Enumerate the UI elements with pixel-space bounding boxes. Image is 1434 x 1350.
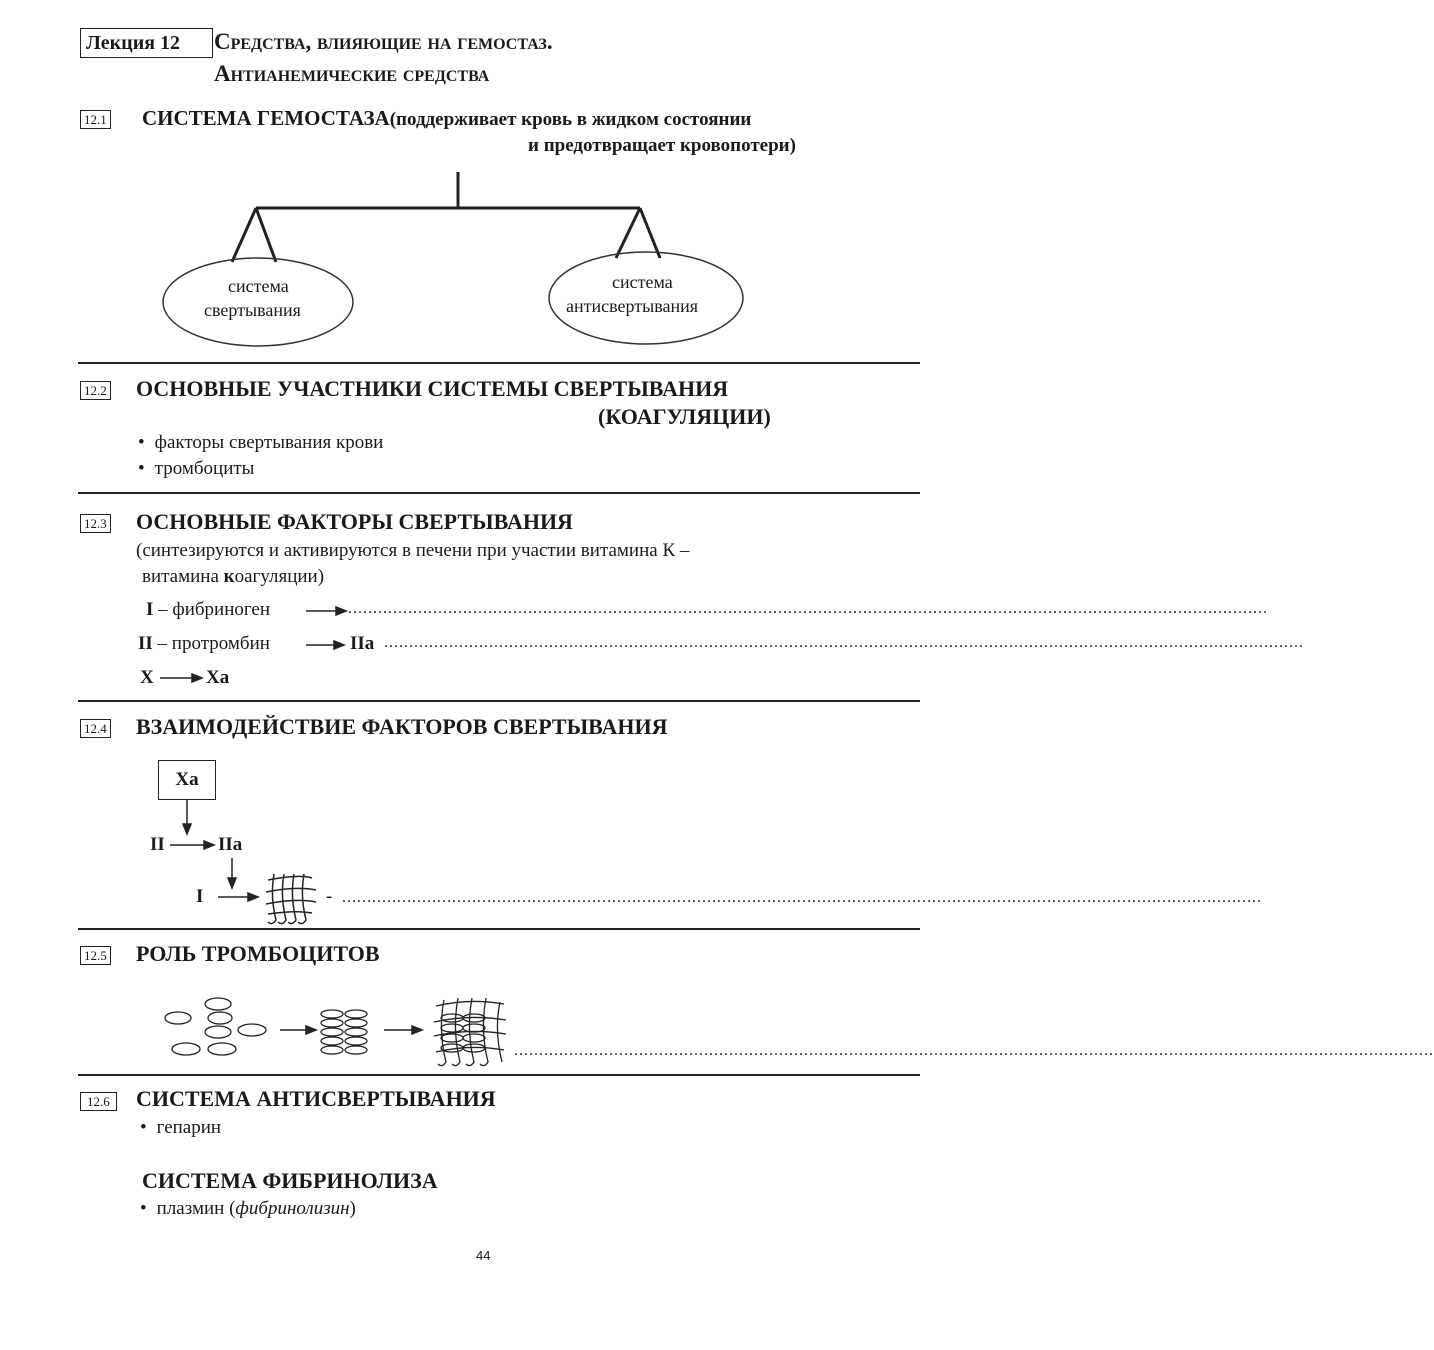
section-number-12-3: 12.3 xyxy=(80,514,111,533)
factor-active-iia: IIa xyxy=(350,633,375,654)
factor-name: – протромбин xyxy=(152,633,270,654)
note2-post: оагуляции) xyxy=(234,566,325,587)
factor-numeral: I xyxy=(146,599,154,620)
xa-box: Xa xyxy=(158,760,216,800)
section-divider xyxy=(78,492,920,494)
section-number-12-6: 12.6 xyxy=(80,1092,117,1111)
lecture-label: Лекция 12 xyxy=(80,28,213,58)
anticoagulant-label: гепарин xyxy=(156,1117,222,1138)
anticoagulation-label-line2: антисвертывания xyxy=(566,296,699,316)
cascade-arrows xyxy=(170,800,258,901)
section-divider xyxy=(78,1074,920,1076)
note2-pre: витамина xyxy=(142,566,224,587)
fill-in-line: ........................................................................................................................................................................................ xyxy=(384,634,1304,651)
section-divider xyxy=(78,362,920,364)
hemostasis-sub2: и предотвращает кровопотери) xyxy=(528,135,796,156)
note2-bold: к xyxy=(223,566,235,587)
fibrinolysis-item xyxy=(140,1198,356,1220)
factor-numeral: II xyxy=(138,633,153,654)
cascade-iia: IIa xyxy=(218,834,243,855)
section-title-12-5: РОЛЬ ТРОМБОЦИТОВ xyxy=(136,941,380,966)
lecture-title-line2: Антианемические средства xyxy=(214,61,490,86)
anticoagulation-label-line1: система xyxy=(612,272,673,292)
section-number-12-2: 12.2 xyxy=(80,381,111,400)
factor-xa: Xa xyxy=(206,667,230,688)
fill-in-line: ........................................................................................................................................................................................ xyxy=(514,1042,1434,1059)
clot-mesh-drawing xyxy=(434,998,506,1066)
participant-item-label: тромбоциты xyxy=(154,458,255,479)
factor-x: X xyxy=(140,667,154,688)
factor-prothrombin xyxy=(138,633,270,655)
coagulation-label-line1: система xyxy=(228,276,289,296)
section-divider xyxy=(78,700,920,702)
cascade-i: I xyxy=(196,886,204,907)
platelets-drawing xyxy=(165,998,266,1055)
section-number-12-5: 12.5 xyxy=(80,946,111,965)
section-title-12-2: ОСНОВНЫЕ УЧАСТНИКИ СИСТЕМЫ СВЕРТЫВАНИЯ xyxy=(136,376,729,401)
participant-item-factors xyxy=(138,432,383,454)
hemostasis-title: СИСТЕМА ГЕМОСТАЗА xyxy=(142,106,390,130)
factor-name: – фибриноген xyxy=(153,599,271,620)
section-number-12-1: 12.1 xyxy=(80,110,111,129)
fibrinolysis-title: СИСТЕМА ФИБРИНОЛИЗА xyxy=(142,1168,438,1193)
fibrinolysis-pre: плазмин ( xyxy=(156,1198,236,1219)
fibrin-mesh-icon xyxy=(266,874,316,924)
page-number: 44 xyxy=(476,1248,491,1263)
hemostasis-sub1: (поддерживает кровь в жидком состоянии xyxy=(389,109,752,130)
participant-item-platelets xyxy=(138,458,254,480)
section-divider xyxy=(78,928,920,930)
factor-fibrinogen xyxy=(146,599,270,621)
fibrinolysis-italic: фибринолизин xyxy=(235,1198,350,1219)
section-title-12-4: ВЗАИМОДЕЙСТВИЕ ФАКТОРОВ СВЕРТЫВАНИЯ xyxy=(136,714,668,739)
fill-in-line: ........................................................................................................................................................................................ xyxy=(342,889,1262,906)
fill-in-line: ........................................................................................................................................................................................ xyxy=(348,600,1268,617)
section-title-12-3: ОСНОВНЫЕ ФАКТОРЫ СВЕРТЫВАНИЯ xyxy=(136,509,573,534)
coagulation-label-line2: свертывания xyxy=(204,300,301,320)
platelet-aggregate-drawing xyxy=(321,1010,367,1054)
section-title-12-2-line2: (КОАГУЛЯЦИИ) xyxy=(598,404,771,429)
cascade-dash: - xyxy=(326,886,333,907)
fibrinolysis-post: ) xyxy=(349,1198,356,1219)
factors-note-line2 xyxy=(142,566,324,588)
lecture-title-line1: Средства, влияющие на гемостаз. xyxy=(214,29,553,54)
participant-item-label: факторы свертывания крови xyxy=(154,432,384,453)
factors-note-line1: (синтезируются и активируются в печени при участии витамина К – xyxy=(136,540,690,561)
section-number-12-4: 12.4 xyxy=(80,719,111,738)
section-title-12-6: СИСТЕМА АНТИСВЕРТЫВАНИЯ xyxy=(136,1086,496,1111)
cascade-ii: II xyxy=(150,834,165,855)
anticoagulant-item xyxy=(140,1117,221,1139)
hemostasis-tree xyxy=(232,172,660,262)
